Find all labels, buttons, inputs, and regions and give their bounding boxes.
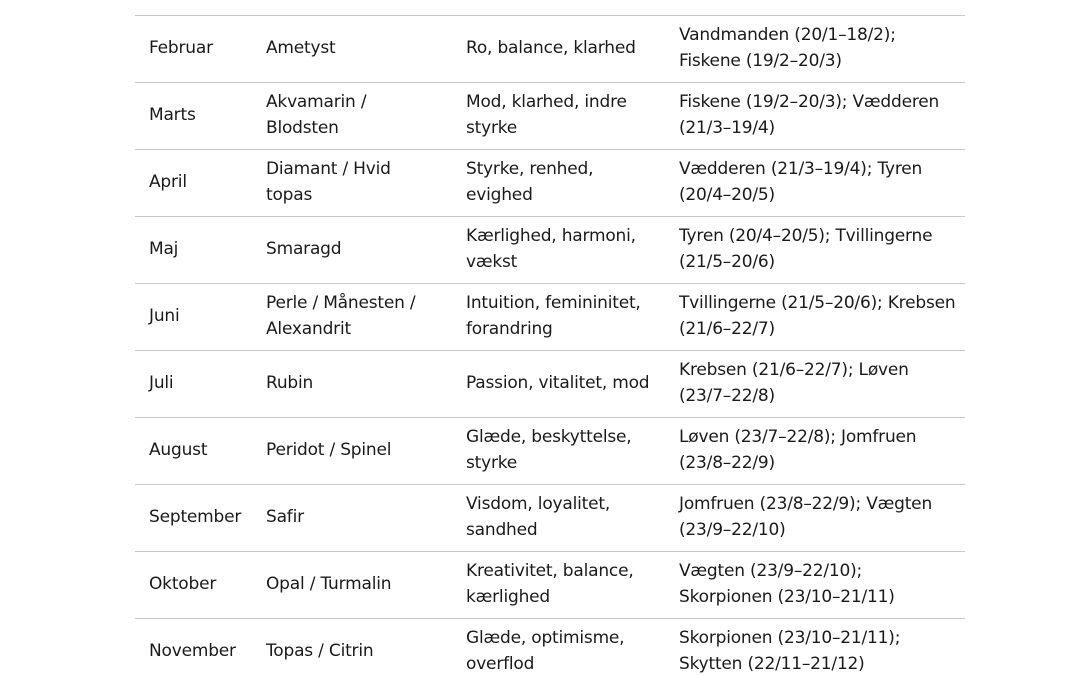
zodiac-cell: Vandmanden (20/1–18/2); Fiskene (19/2–20/3) xyxy=(665,15,965,82)
meaning-cell: Kreativitet, balance, kærlighed xyxy=(451,551,665,618)
month-cell: Februar xyxy=(135,15,252,82)
stone-cell: Rubin xyxy=(252,350,451,417)
meaning-cell: Styrke, renhed, evighed xyxy=(451,149,665,216)
stone-cell: Smaragd xyxy=(252,216,451,283)
meaning-cell: Glæde, beskyttelse, styrke xyxy=(451,417,665,484)
table-row xyxy=(135,350,965,417)
stone-cell: Diamant / Hvid topas xyxy=(252,149,451,216)
table-row xyxy=(135,216,965,283)
stone-cell: Ametyst xyxy=(252,15,451,82)
table-row xyxy=(135,417,965,484)
month-cell: September xyxy=(135,484,252,551)
table-row xyxy=(135,15,965,82)
month-cell: Juli xyxy=(135,350,252,417)
stone-cell: Opal / Turmalin xyxy=(252,551,451,618)
table-row xyxy=(135,484,965,551)
zodiac-cell: Jomfruen (23/8–22/9); Vægten (23/9–22/10) xyxy=(665,484,965,551)
table-row xyxy=(135,551,965,618)
zodiac-cell: Løven (23/7–22/8); Jomfruen (23/8–22/9) xyxy=(665,417,965,484)
month-cell xyxy=(135,0,252,15)
zodiac-cell: Tyren (20/4–20/5); Tvillingerne (21/5–20/6) xyxy=(665,216,965,283)
table-row xyxy=(135,0,965,15)
zodiac-cell xyxy=(665,0,965,15)
zodiac-cell: Vægten (23/9–22/10); Skorpionen (23/10–21/11) xyxy=(665,551,965,618)
zodiac-cell: Skorpionen (23/10–21/11); Skytten (22/11–21/12) xyxy=(665,618,965,675)
stone-cell xyxy=(252,0,451,15)
birthstone-table-container xyxy=(135,0,965,675)
stone-cell: Safir xyxy=(252,484,451,551)
zodiac-cell: Krebsen (21/6–22/7); Løven (23/7–22/8) xyxy=(665,350,965,417)
zodiac-cell: Vædderen (21/3–19/4); Tyren (20/4–20/5) xyxy=(665,149,965,216)
birthstone-table xyxy=(135,0,965,675)
table-row xyxy=(135,82,965,149)
meaning-cell: Kærlighed, harmoni, vækst xyxy=(451,216,665,283)
stone-cell: Perle / Månesten / Alexandrit xyxy=(252,283,451,350)
stone-cell: Topas / Citrin xyxy=(252,618,451,675)
month-cell: Marts xyxy=(135,82,252,149)
table-row xyxy=(135,618,965,675)
table-row xyxy=(135,149,965,216)
meaning-cell: Intuition, femininitet, forandring xyxy=(451,283,665,350)
table-row xyxy=(135,283,965,350)
meaning-cell: Ro, balance, klarhed xyxy=(451,15,665,82)
zodiac-cell: Fiskene (19/2–20/3); Vædderen (21/3–19/4) xyxy=(665,82,965,149)
month-cell: Oktober xyxy=(135,551,252,618)
meaning-cell: Visdom, loyalitet, sandhed xyxy=(451,484,665,551)
stone-cell: Akvamarin / Blodsten xyxy=(252,82,451,149)
meaning-cell: Passion, vitalitet, mod xyxy=(451,350,665,417)
meaning-cell: Mod, klarhed, indre styrke xyxy=(451,82,665,149)
meaning-cell xyxy=(451,0,665,15)
zodiac-cell: Tvillingerne (21/5–20/6); Krebsen (21/6–22/7) xyxy=(665,283,965,350)
month-cell: Maj xyxy=(135,216,252,283)
month-cell: Juni xyxy=(135,283,252,350)
month-cell: August xyxy=(135,417,252,484)
month-cell: November xyxy=(135,618,252,675)
month-cell: April xyxy=(135,149,252,216)
meaning-cell: Glæde, optimisme, overflod xyxy=(451,618,665,675)
stone-cell: Peridot / Spinel xyxy=(252,417,451,484)
